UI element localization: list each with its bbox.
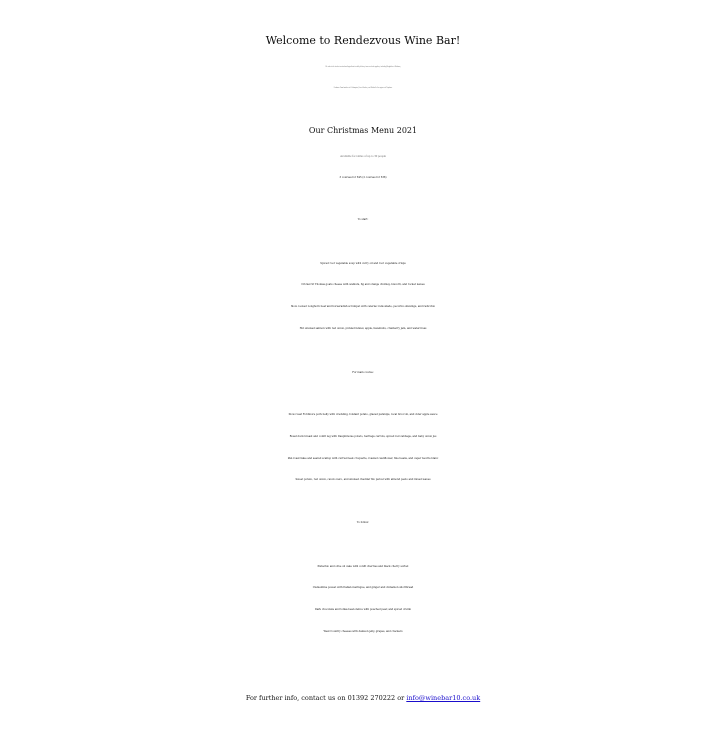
starter-item: Slow cooked Longhorn beef and horseradish scrumpet with celeriac remoulade, pecorino shavings, and radicchio <box>290 305 436 308</box>
main-item: Pan roast hake and seared scallop with curried leek croquette, roasted cauliflower, fine beans, and caper beurre blanc <box>287 457 439 460</box>
contact-line <box>0 694 726 702</box>
main-item: Roast duck breast and confit leg with Dauphinoise potato, heritage carrots, spiced red cabbage, and baby onion jus <box>289 435 437 438</box>
starters-heading: To start: <box>357 218 369 221</box>
main-item: Slow roast Fordmore pork belly with crackling, fondant potato, glazed parsnips, local broccoli, and cider apple sauce <box>288 413 438 416</box>
price-note: 3 courses for £45 (2 courses for £38) <box>339 176 387 179</box>
dessert-item: Dark chocolate and tonka bean delice with poached pear, and spiced crumb <box>314 608 412 611</box>
main-item: Sweet potato, red onion, cavolo nero, and smoked cheddar filo parcel with almond pesto and mixed leaves <box>295 478 431 481</box>
availability-note: Available for tables of up to 30 people <box>339 154 386 158</box>
starter-item: Spiced root vegetable soup with curry oil and root vegetable crisps <box>320 262 406 265</box>
dessert-item: Clementine posset with Italian meringue, and ginger and cinnamon shortbread <box>312 586 414 589</box>
menu-title: Our Christmas Menu 2021 <box>308 126 418 135</box>
starter-item: Cricket St Thomas goats cheese with walnuts, fig and orange chutney, biscotti, and rocket leaves <box>301 283 425 286</box>
dessert-item: West Country cheeses with damson jelly, grapes, and crackers <box>323 630 403 633</box>
intro-line-1: We order in the freshest seafood and ingredients for daily delivery from our local suppliers, including Kingfisher of Brixham, <box>325 67 401 68</box>
starter-item: Hot smoked salmon with red onion, pickled fennel, apple, hazelnuts, cranberry jam, and watercress <box>299 327 427 330</box>
email-link[interactable]: info@winebar10.co.uk <box>406 694 481 702</box>
contact-text: For further info, contact us on 01392 270222 or <box>245 694 407 702</box>
intro-line-2: Fordmore Farm butchers of Cullompton, Forest Produce, and Richard's Greengrocer of Topsham. <box>333 88 393 89</box>
dessert-item: Pistachio and olive oil cake with confit cherries and black cherry sorbet <box>317 565 409 568</box>
mains-heading: For main course: <box>352 371 374 374</box>
page-title: Welcome to Rendezvous Wine Bar! <box>265 34 461 47</box>
desserts-heading: To follow: <box>356 521 370 524</box>
